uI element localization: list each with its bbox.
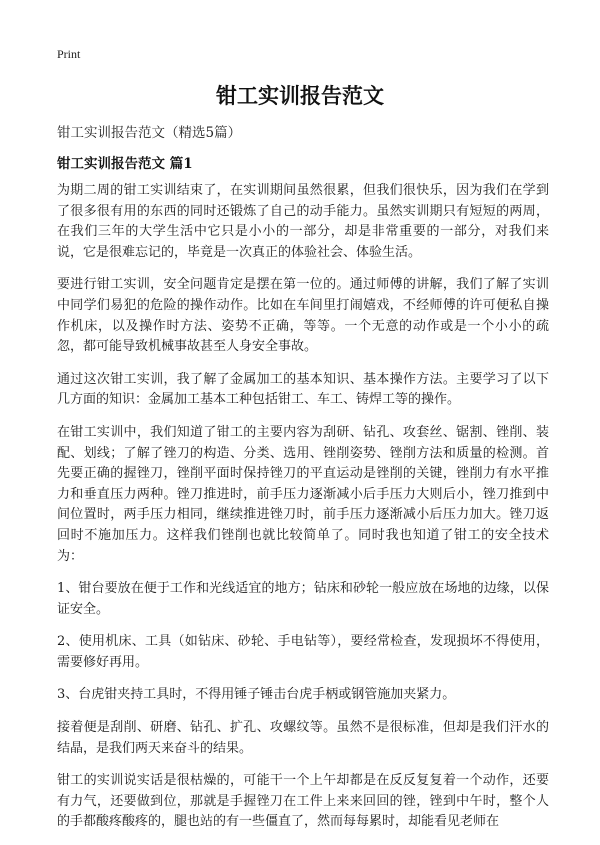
safety-item-3: 3、台虎钳夹持工具时，不得用锤子锤击台虎手柄或钢管施加夹紧力。 — [57, 687, 456, 703]
safety-item-2: 2、使用机床、工具（如钻床、砂轮、手电钻等），要经常检查，发现损坏不得使用，需要修好再用。 — [57, 634, 549, 670]
body-paragraph: 要进行钳工实训，安全问题肯定是摆在第一位的。通过师傅的讲解，我们了解了实训中同学们易犯的危险的操作动作。比如在车间里打闹嬉戏，不经师傅的许可便私自操作机床，以及操作时方法、姿势不正确，等等。一个无意的动作或是一个小小的疏忽，都可能导致机械事故甚至人身安全事故。 — [57, 277, 549, 355]
document-subtitle: 钳工实训报告范文（精选5篇） — [57, 125, 242, 141]
body-paragraph: 为期二周的钳工实训结束了，在实训期间虽然很累，但我们很快乐，因为我们在学到了很多很有用的东西的同时还锻炼了自己的动手能力。虽然实训期只有短短的两周，在我们三年的大学生活中它只是小小的一部分，却是非常重要的一部分，对我们来说，它是很难忘记的，毕竟是一次真正的体验社会、体验生活。 — [57, 183, 549, 260]
print-label[interactable]: Print — [57, 47, 81, 61]
body-paragraph: 钳工的实训说实话是很枯燥的，可能干一个上午却都是在反反复复着一个动作，还要有力气，还要做到位，那就是手握锉刀在工件上来来回回的锉，锉到中午时，整个人的手都酸疼酸疼的，腿也站的有一些僵直了，然而每每累时，却能看见老师在 — [57, 773, 549, 830]
document-title: 钳工实训报告范文 — [216, 83, 384, 108]
safety-item-1: 1、钳台要放在便于工作和光线适宜的地方；钻床和砂轮一般应放在场地的边缘，以保证安全。 — [57, 581, 549, 617]
body-paragraph: 在钳工实训中，我们知道了钳工的主要内容为刮研、钻孔、攻套丝、锯割、锉削、装配、划线；了解了锉刀的构造、分类、选用、锉削姿势、锉削方法和质量的检测。首先要正确的握锉刀，锉削平面时保持锉刀的平直运动是锉削的关键，锉削力有水平推力和垂直压力两种。锉刀推进时，前手压力逐渐减小后手压力大则后小，锉刀推到中间位置时，两手压力相同，继续推进锉刀时，前手压力逐渐减小后压力加大。锉刀返回时不施加压力。这样我们锉削也就比较简单了。同时我也知道了钳工的安全技术为： — [57, 424, 549, 564]
body-paragraph: 接着便是刮削、研磨、钻孔、扩孔、攻螺纹等。虽然不是很标准，但却是我们汗水的结晶，是我们两天来奋斗的结果。 — [57, 720, 549, 756]
document-body — [57, 181, 549, 845]
body-paragraph: 通过这次钳工实训，我了解了金属加工的基本知识、基本操作方法。主要学习了以下几方面的知识：金属加工基本工种包括钳工、车工、铸焊工等的操作。 — [57, 371, 549, 408]
section-heading: 钳工实训报告范文 篇1 — [57, 156, 193, 172]
